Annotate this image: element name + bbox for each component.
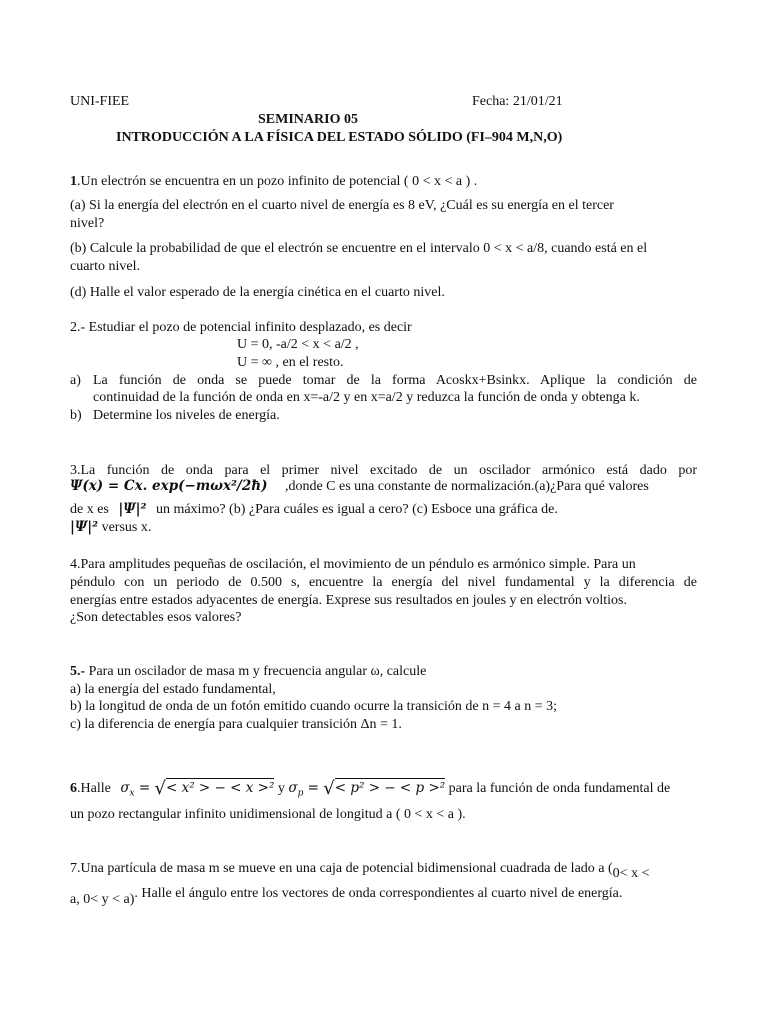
problem-6-mid: y	[274, 781, 289, 796]
problem-2a-line1: La función de onda se puede tomar de la forma Acoskx+Bsinkx. Aplique la condición de	[93, 373, 697, 388]
problem-2-intro: 2.- Estudiar el pozo de potencial infinito desplazado, es decir	[70, 320, 412, 335]
problem-2b: Determine los niveles de energía.	[93, 408, 280, 423]
problem-3-line2-text: ,donde C es una constante de normalización.(a)¿Para qué valores	[284, 479, 649, 494]
institution: UNI-FIEE	[70, 94, 130, 109]
problem-3-line4-text: versus x.	[98, 520, 152, 535]
problem-5b: b) la longitud de onda de un fotón emitido cuando ocurre la transición de n = 4 a n = 3;	[70, 699, 557, 714]
problem-1-intro	[70, 173, 477, 190]
problem-1-number: 1	[70, 174, 77, 189]
problem-7-line2-pre: a, 0< y < a)	[70, 892, 135, 907]
problem-6-post: para la función de onda fundamental de	[445, 781, 671, 796]
problem-1a-line2: nivel?	[70, 216, 105, 231]
problem-6-line2: un pozo rectangular infinito unidimensional de longitud a ( 0 < x < a ).	[70, 807, 466, 822]
sigma-p-radicand: < p² > − < p >²	[334, 780, 446, 796]
psi-squared: |Ψ|²	[118, 501, 147, 517]
problem-4-line2: péndulo con un periodo de 0.500 s, encuentre la energía del nivel fundamental y la diferencia de	[70, 575, 697, 590]
problem-3-line3-text: un máximo? (b) ¿Para cuáles es igual a cero? (c) Esboce una gráfica de.	[155, 502, 558, 517]
sigma-x-radicand: < x² > − < x >²	[166, 780, 275, 796]
date: Fecha: 21/01/21	[472, 94, 563, 109]
problem-5-text: Para un oscilador de masa m y frecuencia angular ω, calcule	[85, 664, 427, 679]
problem-7-line1	[70, 860, 650, 881]
course-title: INTRODUCCIÓN A LA FÍSICA DEL ESTADO SÓLIDO (FI–904 M,N,O)	[116, 130, 563, 145]
problem-6-line1	[70, 780, 670, 803]
problem-1a-line1: (a) Si la energía del electrón en el cuarto nivel de energía es 8 eV, ¿Cuál es su energía en el tercer	[70, 198, 614, 213]
problem-7-text: 7.Una partícula de masa m se mueve en una caja de potencial bidimensional cuadrada de lado a (	[70, 861, 613, 876]
problem-4-line1: 4.Para amplitudes pequeñas de oscilación, el movimiento de un péndulo es armónico simple. Para un	[70, 557, 636, 572]
problem-1b-line1: (b) Calcule la probabilidad de que el electrón se encuentre en el intervalo 0 < x < a/8, cuando está en el	[70, 241, 648, 256]
problem-2a-line2: continuidad de la función de onda en x=-a/2 y en x=a/2 y reduzca la función de onda y obtenga k.	[93, 390, 640, 405]
problem-5-number: 5.-	[70, 664, 86, 679]
problem-3-line4	[70, 519, 151, 536]
problem-4-line4: ¿Son detectables esos valores?	[70, 610, 242, 625]
problem-3-line2	[70, 478, 649, 495]
problem-5a: a) la energía del estado fundamental,	[70, 682, 276, 697]
problem-3-line3	[70, 501, 558, 518]
psi-squared-2: |Ψ|²	[70, 519, 99, 535]
problem-3-line1: 3.La función de onda para el primer nivel excitado de un oscilador armónico está dado por	[70, 463, 697, 478]
problem-4-line3: energías entre estados adyacentes de energía. Exprese sus resultados en joules y en electrón voltios.	[70, 593, 627, 608]
problem-7-line2-text: . Halle el ángulo entre los vectores de onda correspondientes al cuarto nivel de energía.	[134, 886, 623, 901]
problem-5c: c) la diferencia de energía para cualquier transición Δn = 1.	[70, 717, 402, 732]
problem-2a-label: a)	[70, 373, 81, 388]
problem-6-pre: .Halle	[77, 781, 111, 796]
problem-1d: (d) Halle el valor esperado de la energía cinética en el cuarto nivel.	[70, 285, 445, 300]
problem-3-line3-pre: de x es	[70, 502, 109, 517]
problem-1b-line2: cuarto nivel.	[70, 259, 140, 274]
problem-6-number: 6	[70, 781, 77, 796]
problem-2-eq2: U = ∞ , en el resto.	[237, 355, 344, 370]
sigma-x: $\sigma_x$ =	[120, 780, 155, 799]
problem-2-eq1: U = 0, -a/2 < x < a/2 ,	[237, 337, 359, 352]
problem-2b-label: b)	[70, 408, 82, 423]
problem-5-intro	[70, 663, 426, 680]
problem-7-tail: 0< x <	[612, 866, 650, 881]
sigma-p: $\sigma_p$ =	[288, 780, 324, 799]
problem-7-line2	[70, 885, 623, 907]
sqrt-icon-2: √	[323, 778, 335, 799]
seminar-title: SEMINARIO 05	[258, 112, 358, 127]
wavefunction-formula: Ψ(x) = Cx. exp(−mωx²/2ħ)	[70, 478, 268, 494]
problem-1-text: .Un electrón se encuentra en un pozo infinito de potencial ( 0 < x < a ) .	[77, 174, 478, 189]
sqrt-icon: √	[154, 778, 167, 799]
